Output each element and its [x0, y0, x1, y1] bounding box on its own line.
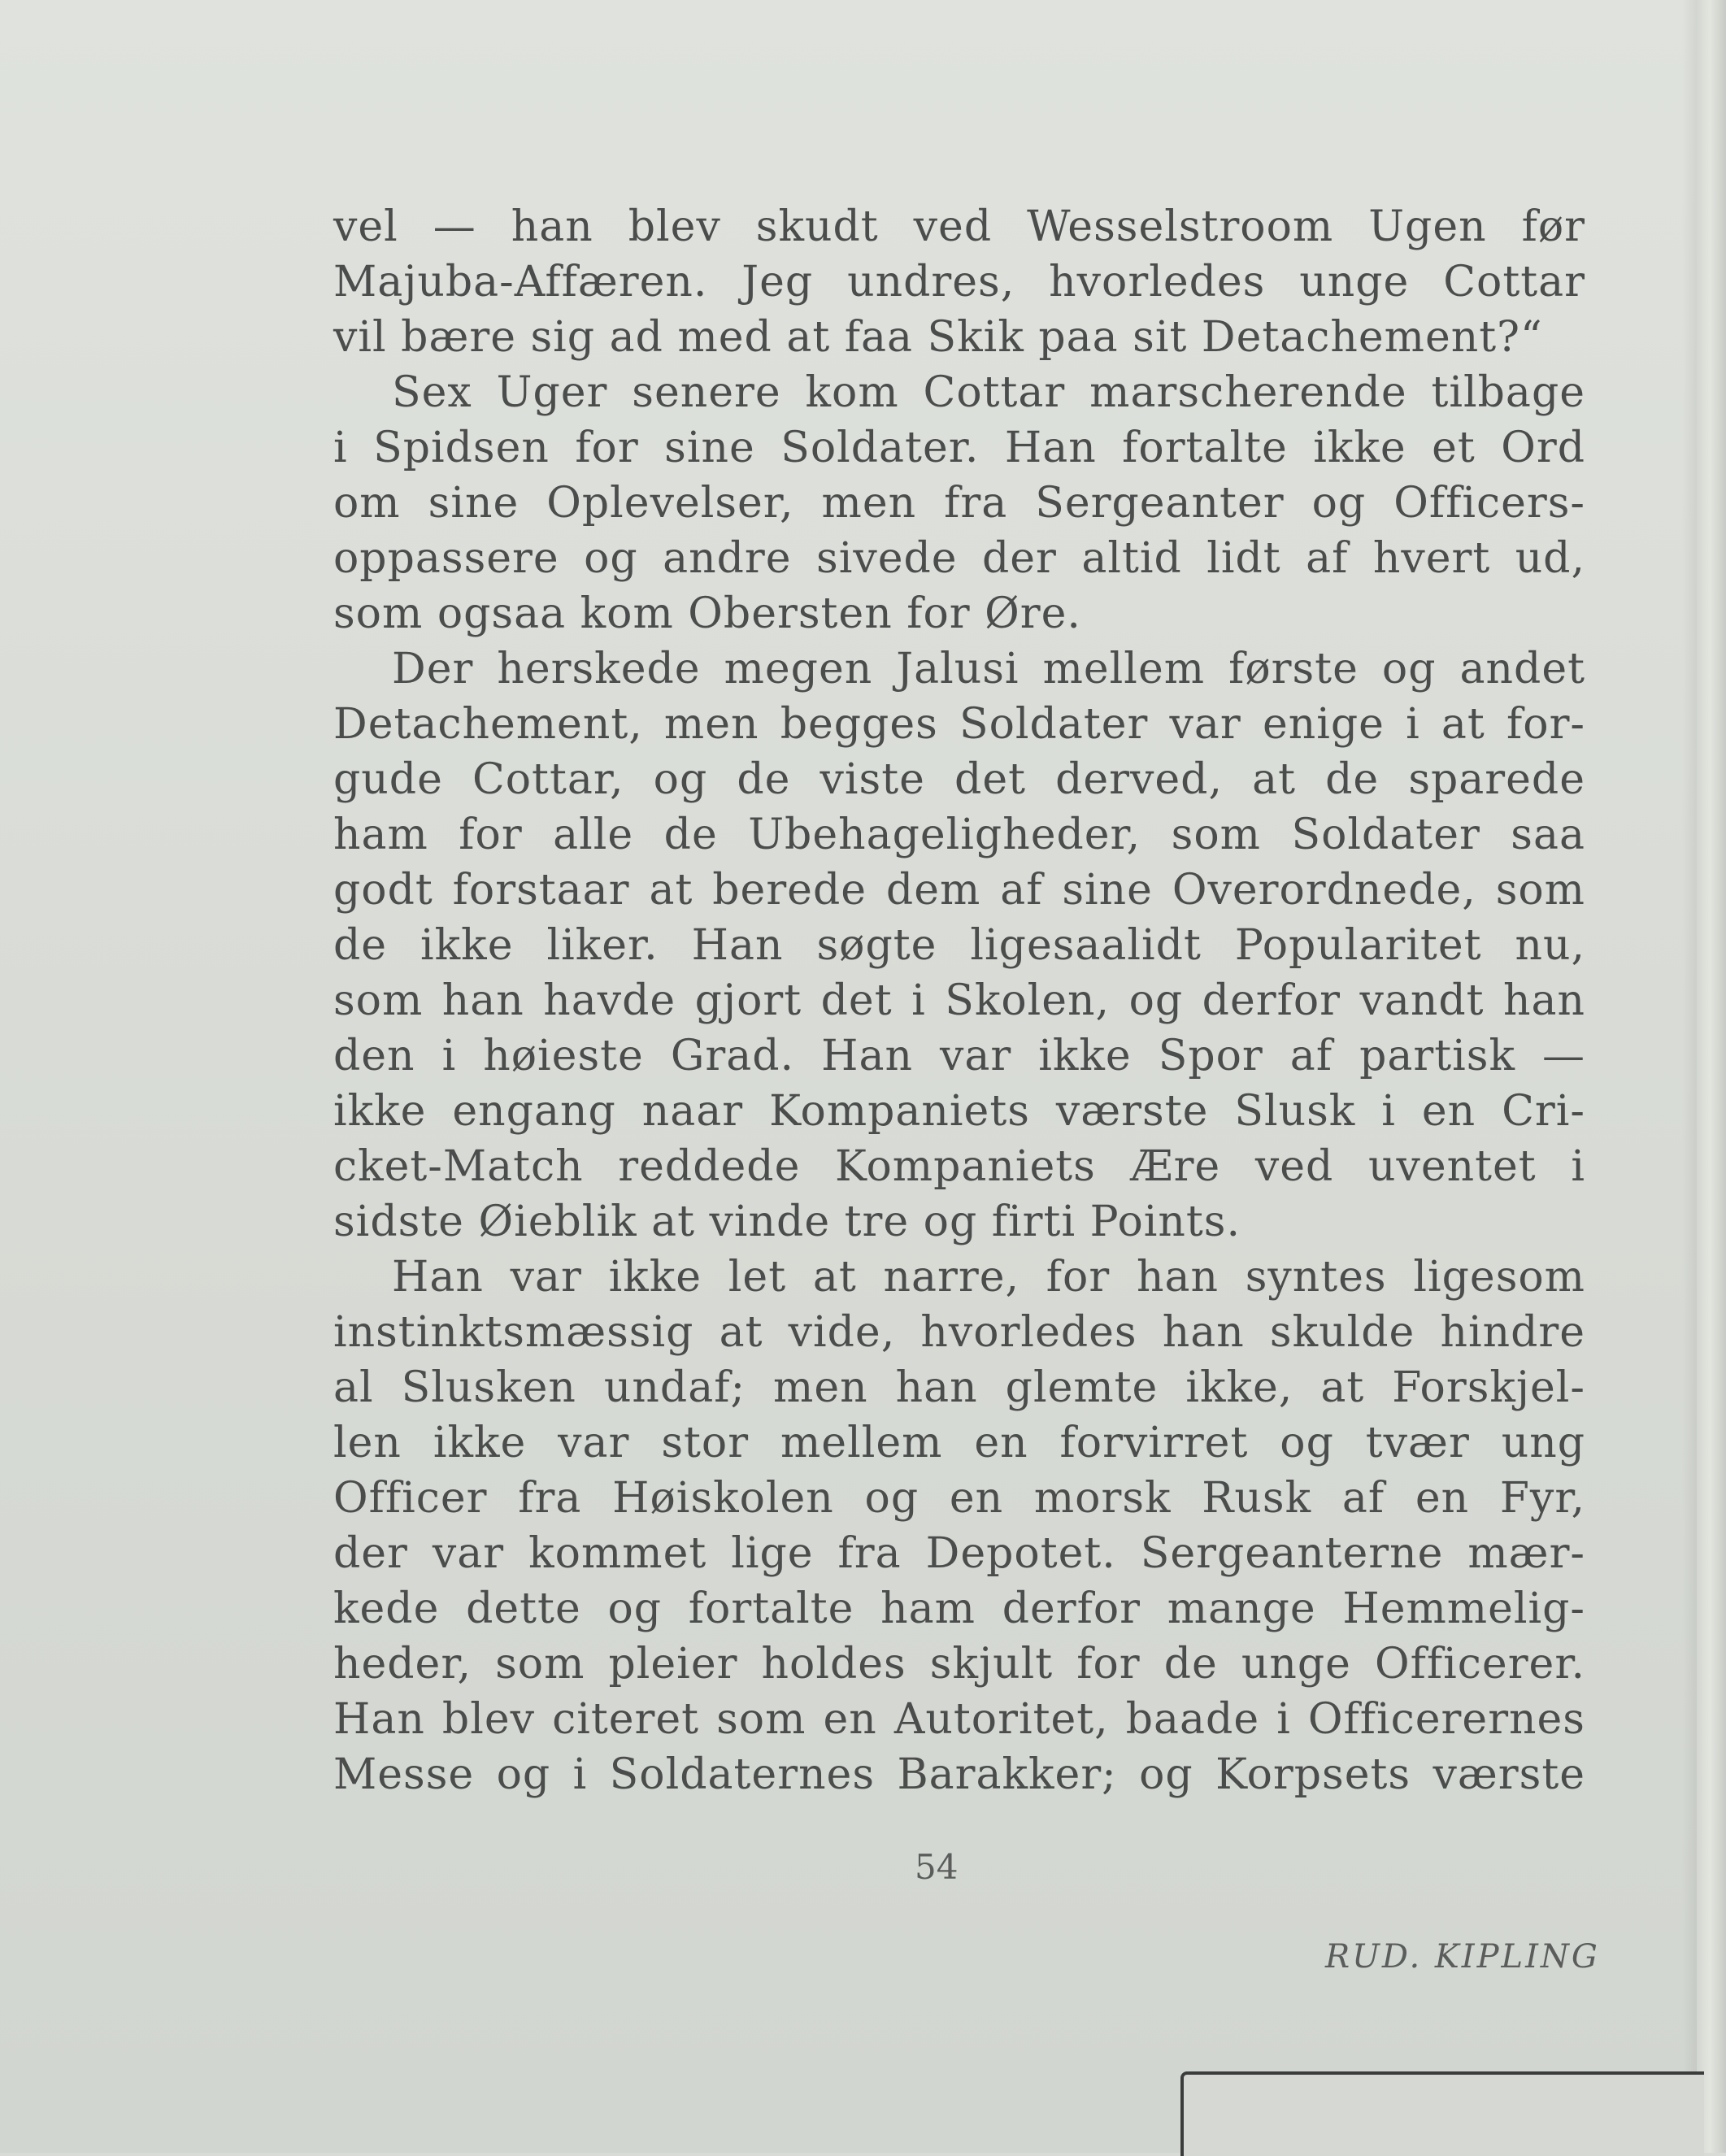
text-line: som ogsaa kom Obersten for Øre. — [333, 589, 1081, 638]
text-line: der var kommet lige fra Depotet. Sergeanterne mær- — [333, 1529, 1585, 1578]
text-line: vel — han blev skudt ved Wesselstroom Ugen før — [333, 202, 1585, 251]
text-line: Messe og i Soldaternes Barakker; og Korpsets værste — [333, 1750, 1585, 1799]
page-number: 54 — [915, 1847, 959, 1887]
text-line: i Spidsen for sine Soldater. Han fortalte ikke et Ord — [333, 424, 1585, 472]
text-line: heder, som pleier holdes skjult for de unge Officerer. — [333, 1640, 1585, 1689]
body-text — [333, 199, 1585, 1802]
text-line: de ikke liker. Han søgte ligesaalidt Popularitet nu, — [333, 921, 1585, 970]
text-line: Detachement, men begges Soldater var enige i at for- — [333, 700, 1585, 749]
text-line: ikke engang naar Kompaniets værste Slusk i en Cri- — [333, 1087, 1585, 1136]
text-line: instinktsmæssig at vide, hvorledes han skulde hindre — [333, 1308, 1585, 1357]
page-fold-shadow — [1682, 0, 1697, 2153]
page-tab-stub — [1180, 2071, 1704, 2156]
text-line: Han blev citeret som en Autoritet, baade i Officerernes — [333, 1695, 1585, 1744]
text-line: kede dette og fortalte ham derfor mange Hemmelig- — [333, 1584, 1585, 1633]
text-line: gude Cottar, og de viste det derved, at de sparede — [333, 755, 1585, 804]
page-right-edge — [1697, 0, 1726, 2153]
text-line: ham for alle de Ubehageligheder, som Soldater saa — [333, 811, 1585, 859]
text-line: den i høieste Grad. Han var ikke Spor af partisk — — [333, 1032, 1585, 1080]
text-line: Sex Uger senere kom Cottar marscherende tilbage — [392, 368, 1585, 417]
text-line: cket-Match reddede Kompaniets Ære ved uventet i — [333, 1142, 1585, 1191]
text-line: Officer fra Høiskolen og en morsk Rusk af en Fyr, — [333, 1474, 1585, 1523]
text-line: som han havde gjort det i Skolen, og derfor vandt han — [333, 976, 1585, 1025]
text-line: Der herskede megen Jalusi mellem første og andet — [392, 645, 1585, 693]
text-line: len ikke var stor mellem en forvirret og tvær ung — [333, 1419, 1585, 1467]
text-line: godt forstaar at berede dem af sine Overordnede, som — [333, 866, 1585, 915]
text-line: vil bære sig ad med at faa Skik paa sit Detachement?“ — [333, 313, 1543, 362]
text-line: Han var ikke let at narre, for han syntes ligesom — [392, 1253, 1585, 1302]
text-line: al Slusken undaf; men han glemte ikke, at Forskjel- — [333, 1363, 1585, 1412]
text-line: Majuba-Affæren. Jeg undres, hvorledes unge Cottar — [333, 258, 1585, 306]
text-line: oppassere og andre sivede der altid lidt af hvert ud, — [333, 534, 1585, 583]
running-footer: RUD. KIPLING — [1325, 1938, 1600, 1976]
text-line: om sine Oplevelser, men fra Sergeanter og Officers- — [333, 479, 1585, 528]
text-line: sidste Øieblik at vinde tre og firti Points. — [333, 1198, 1241, 1246]
